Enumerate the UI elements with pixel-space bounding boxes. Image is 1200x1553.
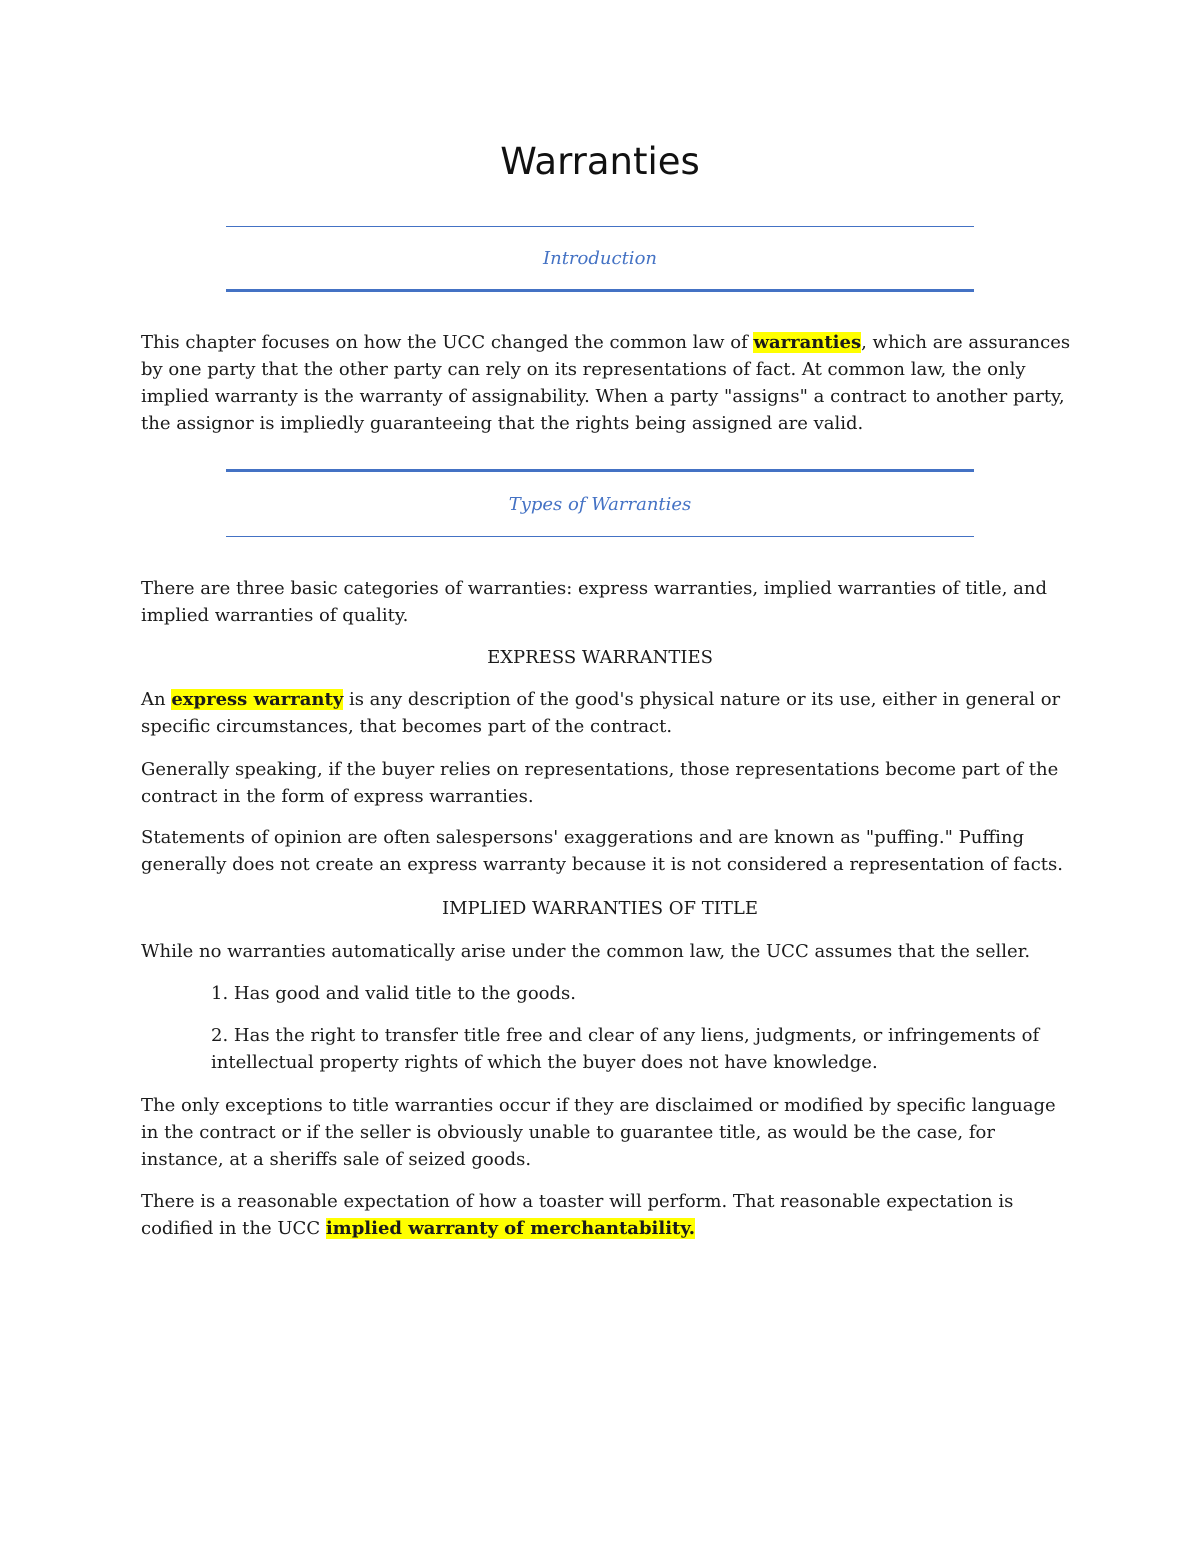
text-run: This chapter focuses on how the UCC changed the common law of [141, 332, 754, 353]
list-item: 1. Has good and valid title to the goods. [211, 983, 576, 1004]
title-paragraph-3 [141, 1188, 1071, 1242]
highlighted-term: express warranty [171, 689, 344, 710]
highlighted-term: implied warranty of merchantability. [325, 1218, 696, 1239]
section-rule-bottom [226, 536, 974, 537]
subheading-implied-title: IMPLIED WARRANTIES OF TITLE [442, 898, 758, 919]
text-run: is any description of the good's physical nature or its use, either in general or specific circumstances, that becomes part of the contract. [141, 689, 1061, 737]
title-paragraph-1: While no warranties automatically arise under the common law, the UCC assumes that the seller. [141, 941, 1031, 962]
highlighted-term: warranties [753, 332, 862, 353]
text-run: An [141, 689, 172, 710]
section-rule-bottom [226, 289, 974, 292]
text-run: There is a reasonable expectation of how a toaster will perform. That reasonable expectation is codified in the UCC [141, 1191, 1014, 1239]
express-paragraph-1 [141, 686, 1071, 740]
express-paragraph-2: Generally speaking, if the buyer relies on representations, those representations become part of the contract in the form of express warranties. [141, 759, 1059, 807]
section-heading-introduction: Introduction [543, 248, 657, 269]
subheading-express-warranties: EXPRESS WARRANTIES [487, 647, 713, 668]
title-paragraph-2: The only exceptions to title warranties occur if they are disclaimed or modified by specific language in the contract or if the seller is obviously unable to guarantee title, as would be the case, for instance, at a sheriffs sale of seized goods. [141, 1095, 1056, 1170]
express-paragraph-3: Statements of opinion are often salespersons' exaggerations and are known as "puffing." Puffing generally does not create an express warranty because it is not considered a representation of facts. [141, 827, 1063, 875]
text-run: , which are assurances by one party that the other party can rely on its representations of fact. At common law, the only implied warranty is the warranty of assignability. When a party "assigns" a contract to another party, the assignor is impliedly guaranteeing that the rights being assigned are valid. [141, 332, 1071, 434]
list-item: 2. Has the right to transfer title free and clear of any liens, judgments, or infringements of intellectual property rights of which the buyer does not have knowledge. [211, 1025, 1040, 1073]
page-title: Warranties [500, 140, 700, 183]
section-heading-types: Types of Warranties [508, 494, 692, 515]
intro-paragraph [141, 329, 1071, 437]
section-rule-top [226, 226, 974, 227]
section-rule-top [226, 469, 974, 472]
types-paragraph: There are three basic categories of warranties: express warranties, implied warranties of title, and implied warranties of quality. [141, 578, 1047, 626]
